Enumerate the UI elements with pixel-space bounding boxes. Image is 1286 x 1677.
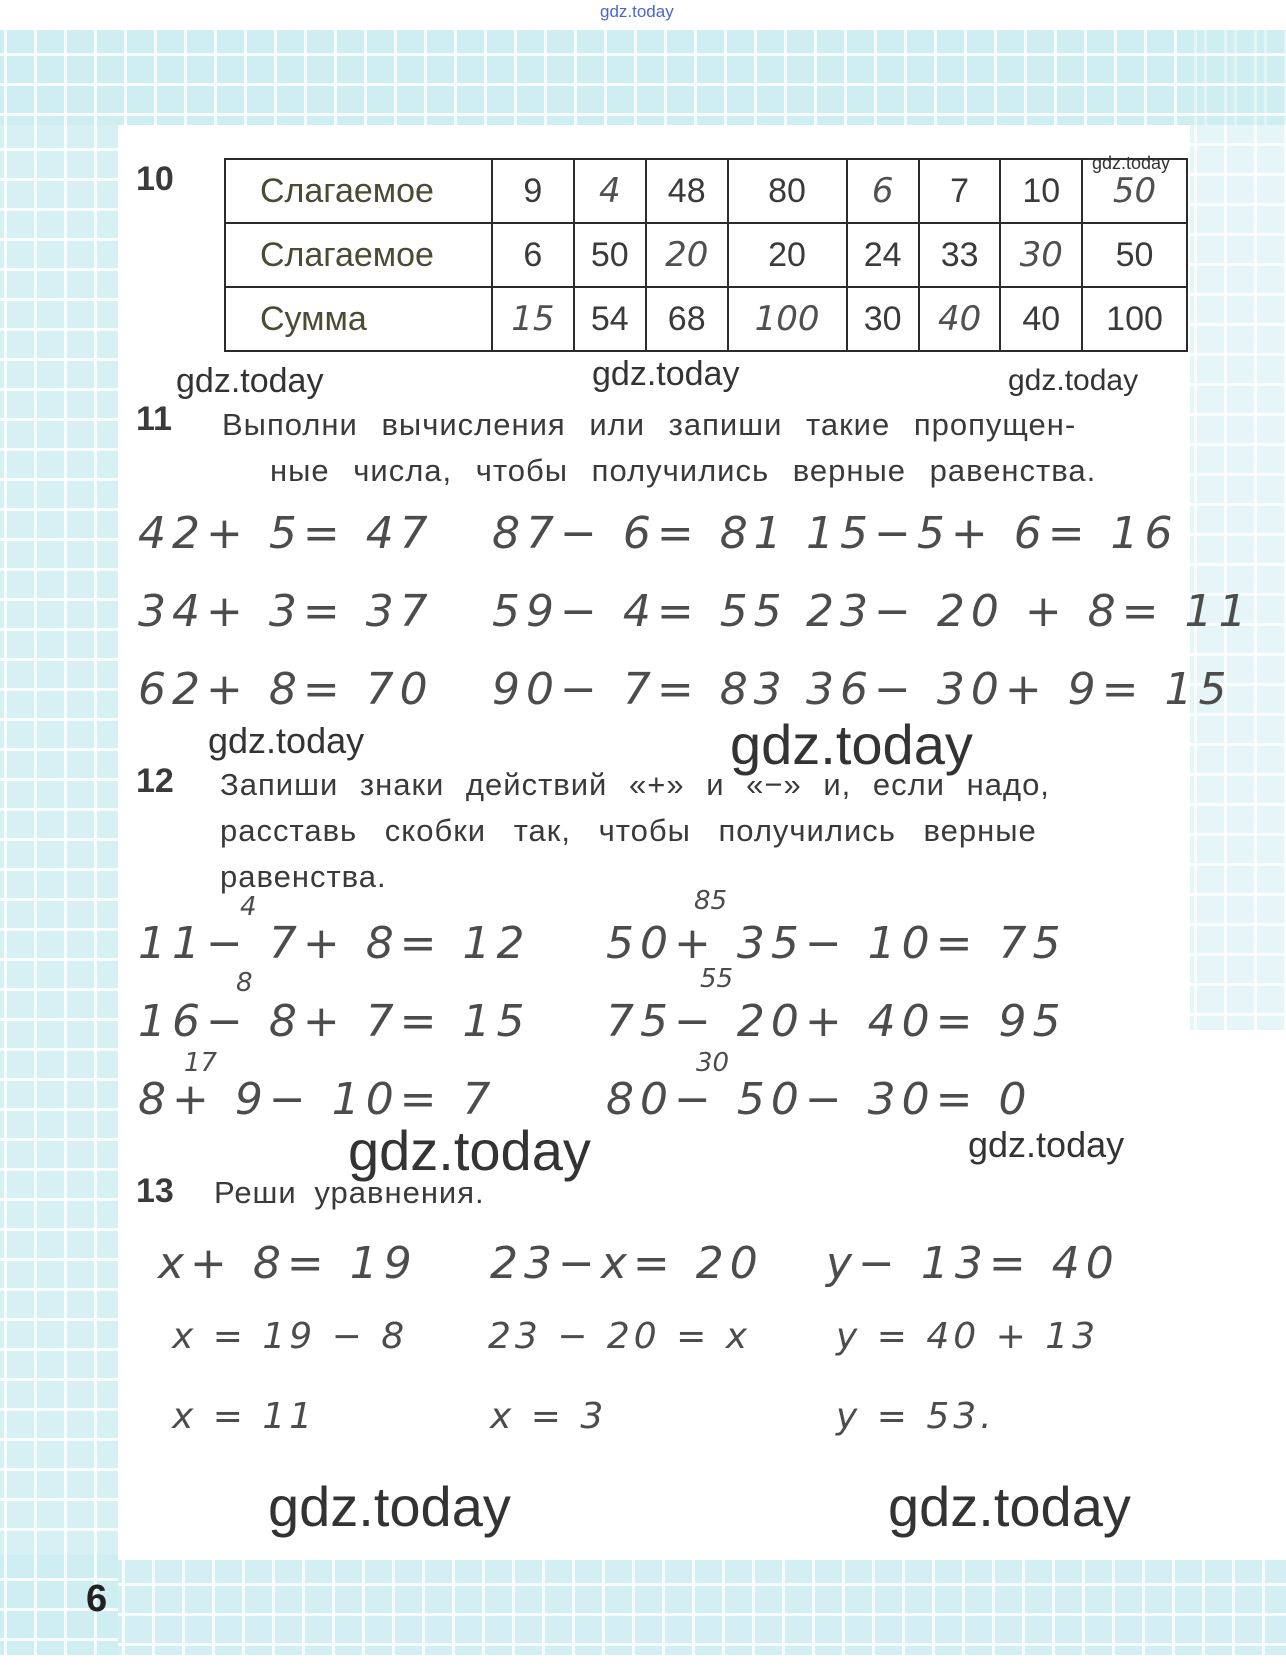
row-label: Сумма — [225, 287, 492, 351]
table-cell: 24 — [847, 223, 919, 287]
background-pattern-right — [1190, 30, 1286, 1030]
table-cell: 9 — [492, 159, 574, 223]
task-10-number: 10 — [136, 160, 174, 198]
task-11-line-2: ные числа, чтобы получились верные равенства. — [270, 453, 1097, 488]
table-cell-handwritten: 6 — [847, 159, 919, 223]
table-cell: 68 — [646, 287, 728, 351]
table-row — [225, 223, 1187, 287]
handwritten-note: 17 — [184, 1048, 218, 1078]
task-12-line-2: расставь скобки так, чтобы получились верные — [220, 813, 1037, 848]
background-pattern-bottom — [118, 1560, 1286, 1655]
equation: 23− 20 + 8= 11 — [806, 586, 1253, 637]
watermark: gdz.today — [888, 1475, 1131, 1538]
table-cell-handwritten: 40 — [919, 287, 1001, 351]
table-cell: 100 — [1082, 287, 1187, 351]
task-11-line-1: Выполни вычисления или запиши такие пропущен- — [222, 407, 1077, 442]
task-13-number: 13 — [136, 1172, 174, 1210]
table-cell: 50 — [1082, 223, 1187, 287]
table-cell-handwritten: 4 — [574, 159, 646, 223]
equation: x = 11 — [172, 1396, 317, 1437]
page-number: 6 — [86, 1578, 108, 1620]
table-cell: 54 — [574, 287, 646, 351]
handwritten-note: 8 — [236, 968, 253, 998]
table-cell: 30 — [847, 287, 919, 351]
row-label: Слагаемое — [225, 159, 492, 223]
watermark: gdz.today — [968, 1124, 1125, 1165]
table-cell: 80 — [728, 159, 847, 223]
handwritten-note: 4 — [240, 892, 257, 922]
table-cell: 50 — [574, 223, 646, 287]
equation: 36− 30+ 9= 15 — [806, 664, 1233, 715]
equation: 34+ 3= 37 — [138, 586, 434, 637]
equation: 62+ 8= 70 — [138, 664, 434, 715]
sum-table — [224, 158, 1188, 352]
equation: 8+ 9− 10= 7 — [138, 1074, 497, 1125]
table-cell: 33 — [919, 223, 1001, 287]
watermark: gdz.today — [1008, 364, 1139, 397]
handwritten-note: 30 — [696, 1048, 730, 1078]
equation: 75− 20+ 40= 95 — [606, 996, 1067, 1047]
equation: 80− 50− 30= 0 — [606, 1074, 1033, 1125]
equation: x = 19 − 8 — [172, 1316, 409, 1357]
handwritten-note: 85 — [694, 886, 728, 916]
table-cell: 6 — [492, 223, 574, 287]
table-cell: 40 — [1000, 287, 1082, 351]
watermark: gdz.today — [348, 1119, 591, 1182]
row-label: Слагаемое — [225, 223, 492, 287]
background-pattern-left — [0, 125, 118, 1555]
table-cell-handwritten: 20 — [646, 223, 728, 287]
task-12-line-3: равенства. — [220, 859, 387, 894]
task-13-title: Реши уравнения. — [214, 1175, 485, 1210]
table-cell: 48 — [646, 159, 728, 223]
equation: 59− 4= 55 — [492, 586, 788, 637]
handwritten-note: 55 — [700, 964, 734, 994]
equation: 90− 7= 83 — [492, 664, 788, 715]
table-cell: 20 — [728, 223, 847, 287]
equation: 16− 8+ 7= 15 — [138, 996, 531, 1047]
equation: y = 40 + 13 — [836, 1316, 1100, 1357]
watermark: gdz.today — [592, 355, 740, 393]
equation: x+ 8= 19 — [158, 1238, 418, 1289]
task-12-number: 12 — [136, 762, 174, 800]
watermark: gdz.today — [208, 720, 365, 761]
table-cell-handwritten: 15 — [492, 287, 574, 351]
table-row — [225, 159, 1187, 223]
table-row — [225, 287, 1187, 351]
equation: 23 − 20 = x — [488, 1316, 752, 1357]
background-pattern-top — [0, 30, 1286, 125]
table-cell-handwritten: 100 — [728, 287, 847, 351]
equation: y− 13= 40 — [826, 1238, 1120, 1289]
task-12-line-1: Запиши знаки действий «+» и «−» и, если надо, — [220, 767, 1050, 802]
equation: 42+ 5= 47 — [138, 508, 434, 559]
table-cell: 10 — [1000, 159, 1082, 223]
watermark-table-corner: gdz.today — [1092, 153, 1171, 173]
watermark-top: gdz.today — [600, 2, 674, 21]
watermark: gdz.today — [176, 362, 324, 400]
table-cell-handwritten: 50 — [1082, 159, 1187, 223]
equation: 11− 7+ 8= 12 — [138, 918, 531, 969]
task-11-number: 11 — [136, 400, 172, 438]
table-cell: 7 — [919, 159, 1001, 223]
watermark: gdz.today — [268, 1475, 511, 1538]
table-cell-handwritten: 30 — [1000, 223, 1082, 287]
equation: 87− 6= 81 — [492, 508, 788, 559]
equation: y = 53. — [836, 1396, 996, 1437]
equation: 15−5+ 6= 16 — [806, 508, 1179, 559]
equation: x = 3 — [490, 1396, 608, 1437]
watermark: gdz.today — [730, 713, 973, 776]
equation: 23−x= 20 — [490, 1238, 764, 1289]
equation: 50+ 35− 10= 75 — [606, 918, 1067, 969]
